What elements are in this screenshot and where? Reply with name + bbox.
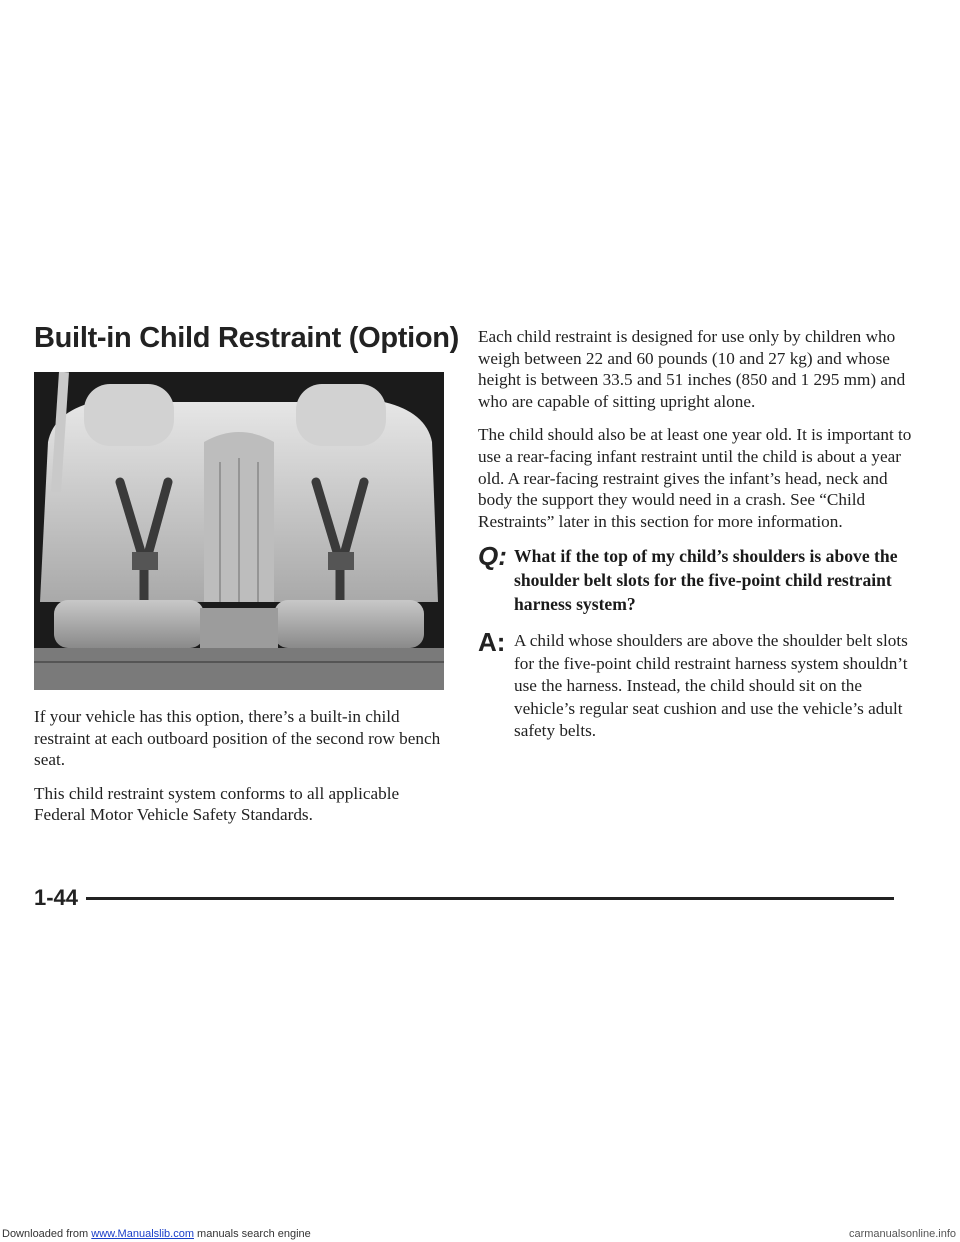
page-number: 1-44 xyxy=(34,885,79,910)
download-bar xyxy=(0,1226,960,1242)
seat-photo xyxy=(34,372,444,690)
answer-mark: A: xyxy=(478,627,506,658)
rear-bench-seat-illustration xyxy=(34,372,444,690)
question-mark: Q: xyxy=(478,541,507,572)
left-column xyxy=(34,706,444,838)
manualslib-link[interactable]: www.Manualslib.com xyxy=(91,1228,194,1240)
watermark-site: carmanualsonline.info xyxy=(848,1228,956,1240)
download-source xyxy=(2,1226,311,1242)
standards-paragraph: This child restraint system conforms to all applicable Federal Motor Vehicle Safety Standards. xyxy=(34,783,400,825)
page-footer xyxy=(34,886,894,910)
intro-paragraph: If your vehicle has this option, there’s a built-in child restraint at each outboard position of the second row bench seat. xyxy=(34,707,441,770)
footer-rule xyxy=(86,897,894,900)
question-block xyxy=(478,541,918,616)
age-paragraph: The child should also be at least one year old. It is important to use a rear-facing infant restraint until the child is about a year old. A rear-facing restraint gives the infant’s head, neck and body the support they would need in a crash. See “Child Restraints” later in this section for more information. xyxy=(478,425,912,531)
download-suffix: manuals search engine xyxy=(193,1228,311,1240)
answer-text: A child whose shoulders are above the shoulder belt slots for the five-point child restraint harness system shouldn’t use the harness. Instead, the child should sit on the vehicle’s regular seat cushion and use the vehicle’s adult safety belts. xyxy=(514,631,908,740)
page-title: Built-in Child Restraint (Option) xyxy=(34,322,460,354)
weight-height-paragraph: Each child restraint is designed for use only by children who weigh between 22 and 60 pounds (10 and 27 kg) and whose height is between 33.5 and 51 inches (850 and 1 295 mm) and who are capable of sitting upright alone. xyxy=(478,327,906,411)
download-prefix: Downloaded from xyxy=(2,1228,92,1240)
answer-block xyxy=(478,627,918,742)
right-column xyxy=(478,326,918,742)
question-text: What if the top of my child’s shoulders is above the shoulder belt slots for the five-point child restraint harness system? xyxy=(514,546,898,615)
